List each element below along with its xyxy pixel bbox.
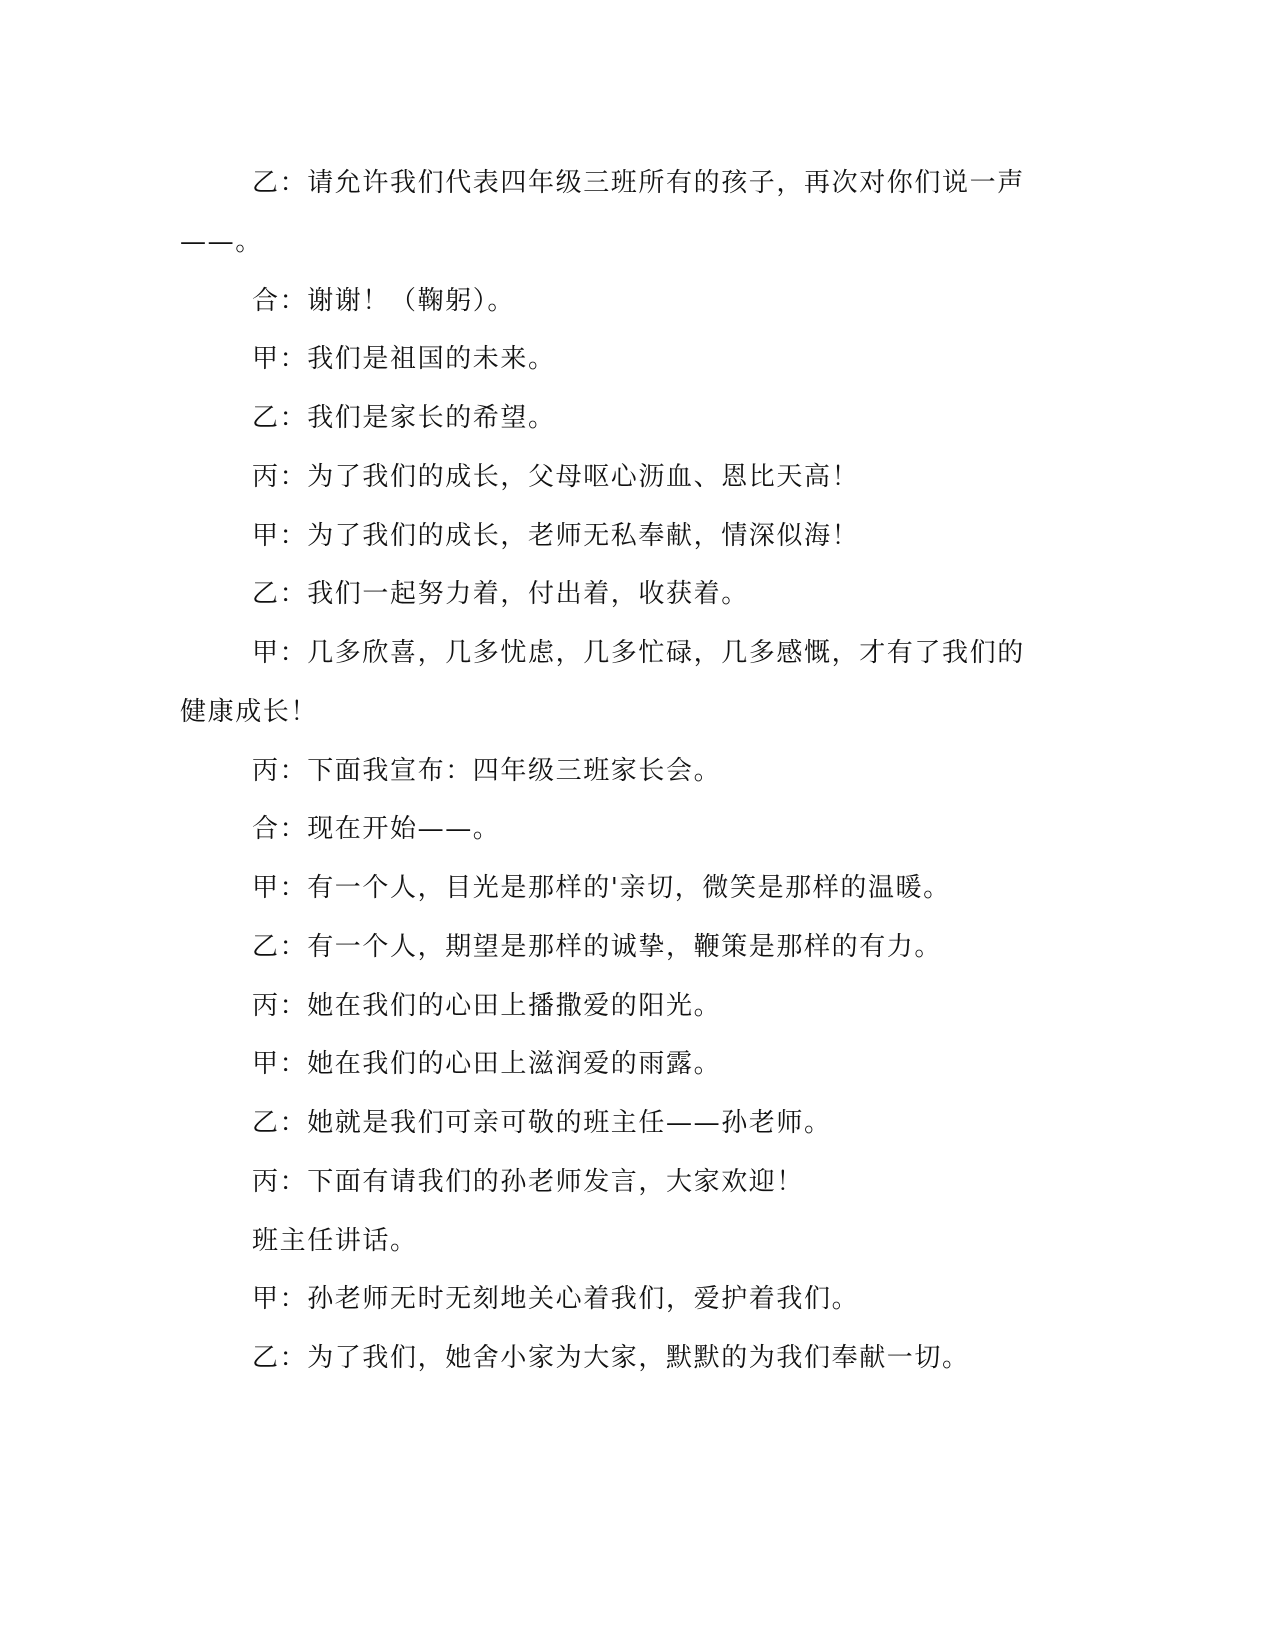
paragraph xyxy=(180,1270,1275,1329)
paragraph-line: 乙：为了我们，她舍小家为大家，默默的为我们奉献一切。 xyxy=(252,1343,970,1373)
paragraph-line: 丙：下面有请我们的孙老师发言，大家欢迎！ xyxy=(252,1166,805,1197)
paragraph xyxy=(180,859,1275,918)
paragraph xyxy=(180,624,1275,742)
paragraph xyxy=(180,918,1275,977)
paragraph xyxy=(180,800,1275,859)
paragraph xyxy=(180,507,1275,566)
paragraph xyxy=(180,448,1275,507)
paragraph xyxy=(180,1094,1275,1153)
paragraph xyxy=(180,742,1275,801)
paragraph-line: 甲：几多欣喜，几多忧虑，几多忙碌，几多感慨，才有了我们的 xyxy=(252,638,1025,668)
paragraph-line: 丙：她在我们的心田上播撒爱的阳光。 xyxy=(252,990,722,1021)
paragraph-line-continued: ——。 xyxy=(180,226,263,257)
paragraph xyxy=(180,565,1275,624)
paragraph xyxy=(180,272,1275,331)
paragraph-line: 合：现在开始——。 xyxy=(252,814,501,845)
paragraph-line: 甲：我们是祖国的未来。 xyxy=(252,344,556,375)
paragraph xyxy=(180,1212,1275,1271)
paragraph-line: 乙：我们一起努力着，付出着，收获着。 xyxy=(252,579,749,610)
paragraph-line: 甲：为了我们的成长，老师无私奉献，情深似海！ xyxy=(252,520,860,551)
paragraph-line: 合：谢谢！（鞠躬）。 xyxy=(252,285,516,316)
paragraph-line: 丙：为了我们的成长，父母呕心沥血、恩比天高！ xyxy=(252,461,860,492)
paragraph xyxy=(180,1035,1275,1094)
paragraph xyxy=(180,154,1275,272)
paragraph-line: 甲：有一个人，目光是那样的'亲切，微笑是那样的温暖。 xyxy=(252,873,951,903)
paragraph-line: 班主任讲话。 xyxy=(252,1225,418,1256)
paragraph xyxy=(180,977,1275,1036)
paragraph-line: 乙：我们是家长的希望。 xyxy=(252,403,556,433)
paragraph-line-continued: 健康成长！ xyxy=(180,696,319,727)
paragraph xyxy=(180,1329,1275,1388)
paragraph-line: 甲：孙老师无时无刻地关心着我们，爱护着我们。 xyxy=(252,1284,860,1315)
paragraph-line: 乙：有一个人，期望是那样的诚挚，鞭策是那样的有力。 xyxy=(252,931,943,962)
paragraph-line: 乙：请允许我们代表四年级三班所有的孩子，再次对你们说一声 xyxy=(252,168,1025,198)
paragraph xyxy=(180,330,1275,389)
paragraph-line: 丙：下面我宣布：四年级三班家长会。 xyxy=(252,755,722,786)
paragraph xyxy=(180,1153,1275,1212)
paragraph-line: 甲：她在我们的心田上滋润爱的雨露。 xyxy=(252,1049,722,1080)
paragraph xyxy=(180,389,1275,448)
paragraph-line: 乙：她就是我们可亲可敬的班主任——孙老师。 xyxy=(252,1108,832,1138)
